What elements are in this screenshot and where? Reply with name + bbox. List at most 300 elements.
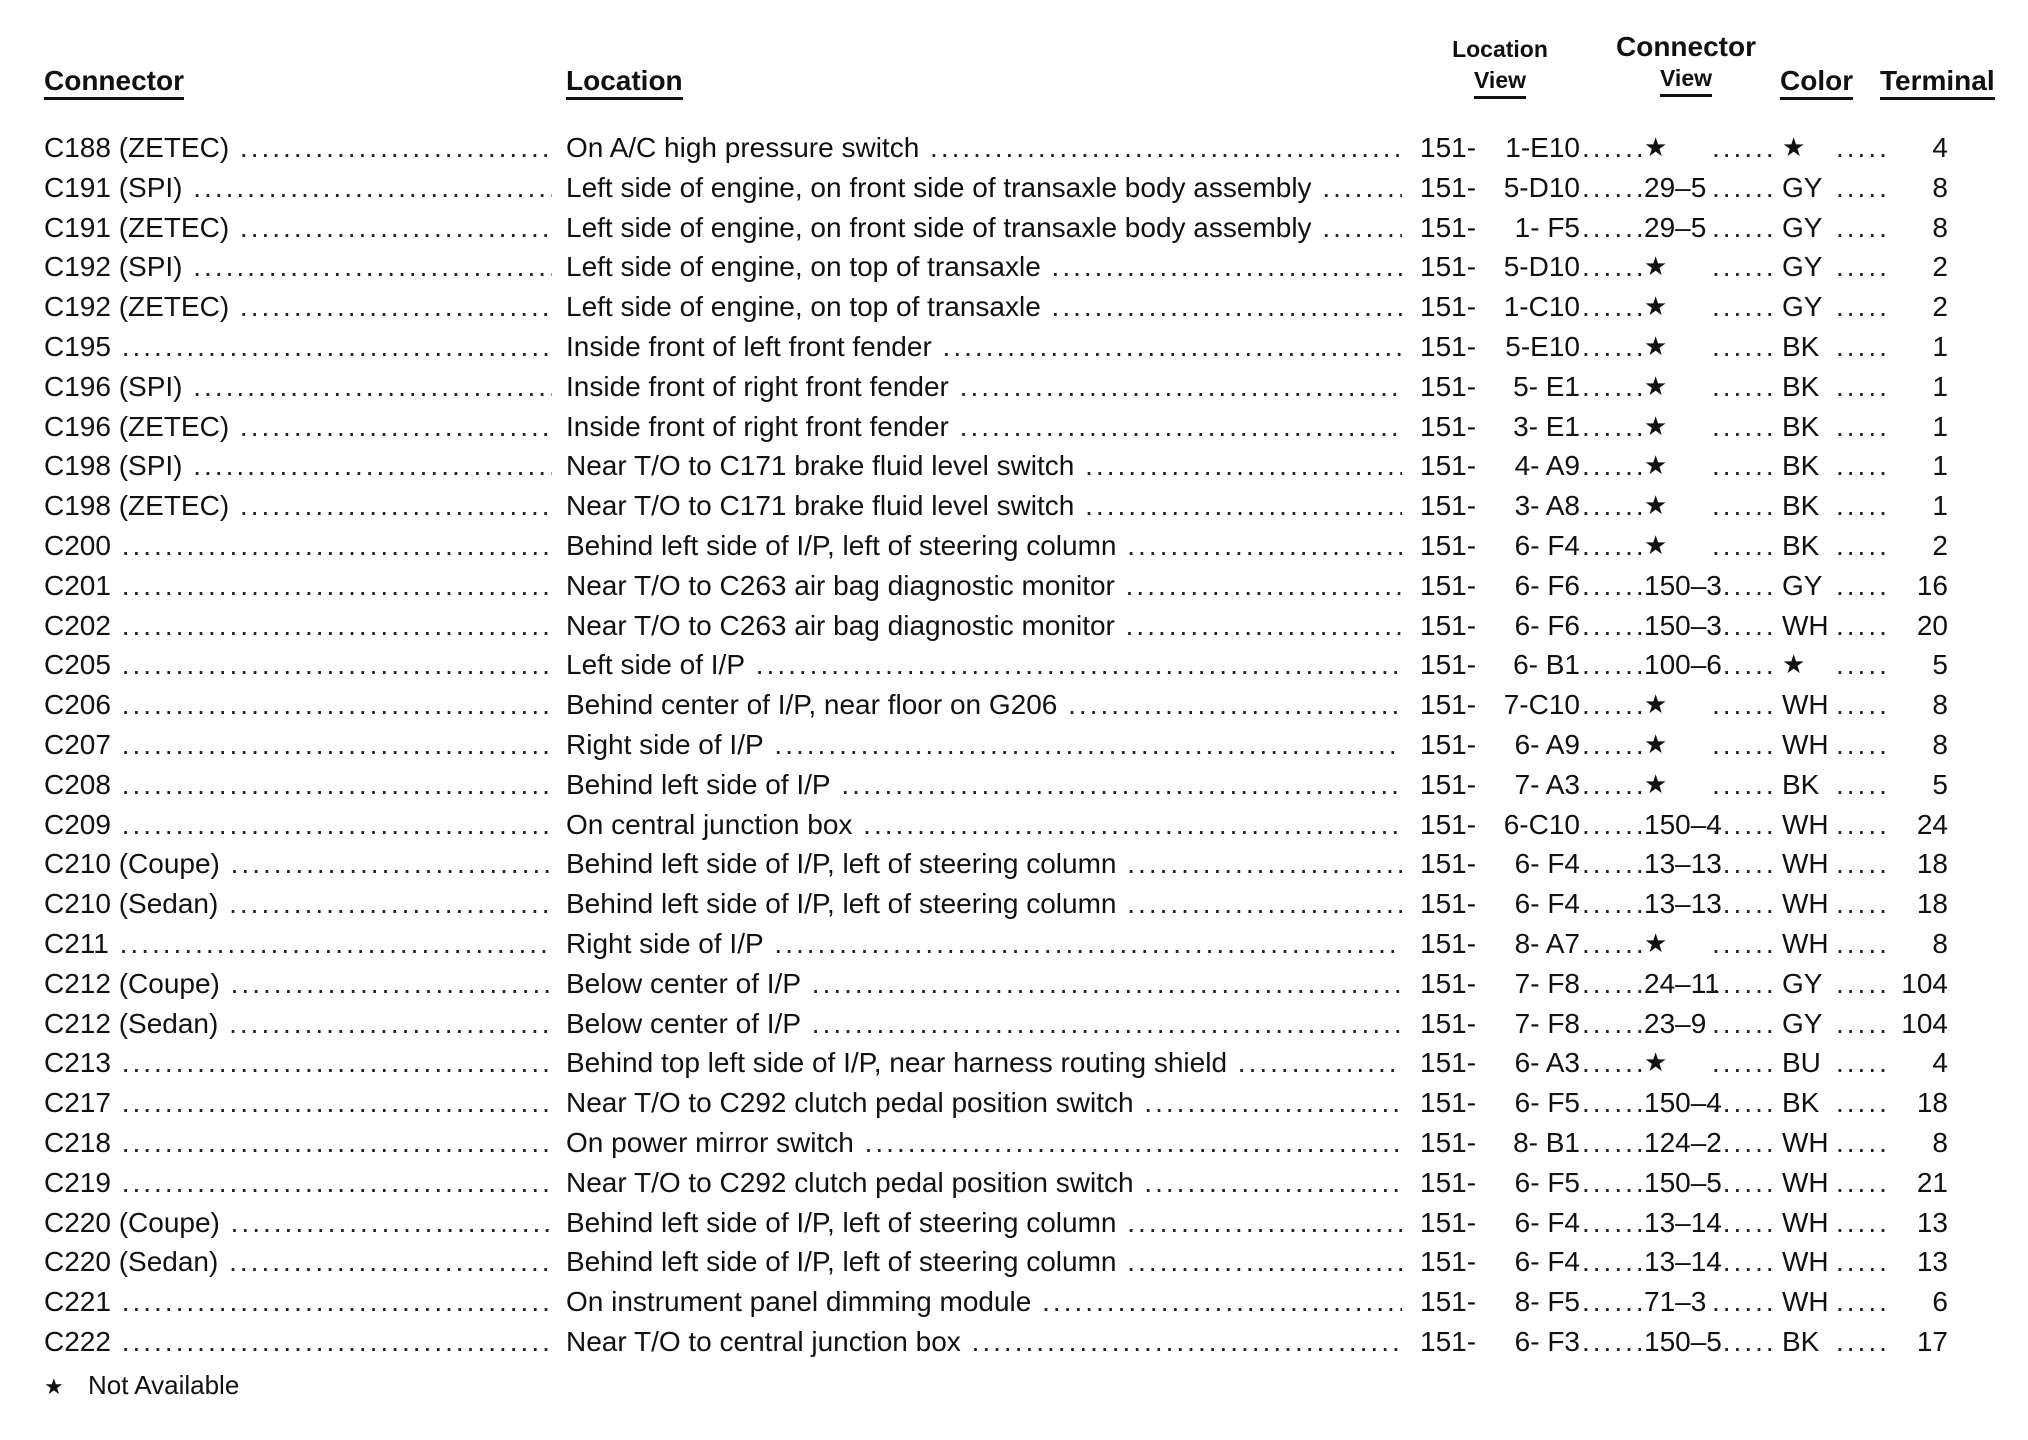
table-row — [0, 1282, 2028, 1322]
location-view-cell: 7- A3 — [1514, 768, 1580, 800]
location-view-cell: 6- F4 — [1514, 529, 1580, 561]
color-cell: GY — [1782, 211, 1823, 243]
leader-dots — [1712, 765, 1774, 805]
leader-dots — [1712, 407, 1774, 447]
location-view-cell: 7-C10 — [1503, 689, 1580, 721]
leader-dots — [1582, 1203, 1642, 1243]
connector-cell: C205 ..... — [44, 645, 552, 685]
connector-view-cell: 13–13 — [1644, 848, 1722, 880]
terminal-cell: 18 — [1916, 888, 1948, 920]
leader-dots — [1836, 1004, 1886, 1044]
leader-dots — [1582, 1282, 1642, 1322]
leader-dots — [1836, 526, 1886, 566]
table-row — [0, 805, 2028, 845]
connector-view-cell: ★ — [1644, 689, 1668, 720]
terminal-cell: 104 — [1901, 1007, 1948, 1039]
location-view-prefix: 151- — [1420, 291, 1477, 323]
leader-dots — [1582, 1163, 1642, 1203]
table-row — [0, 1083, 2028, 1123]
connector-view-cell: ★ — [1644, 728, 1668, 759]
table-row — [0, 208, 2028, 248]
terminal-cell: 1 — [1932, 330, 1948, 362]
leader-dots — [1582, 486, 1642, 526]
location-cell: Behind center of I/P, near floor on G206 ..... — [566, 685, 1402, 725]
location-view-cell: 7- F8 — [1514, 1007, 1580, 1039]
leader-dots — [1712, 128, 1774, 168]
table-row — [0, 247, 2028, 287]
connector-cell: C195 ..... — [44, 327, 552, 367]
location-view-prefix: 151- — [1420, 171, 1477, 203]
connector-cell: C211 ..... — [44, 924, 552, 964]
connector-cell: C198 (SPI) ..... — [44, 446, 552, 486]
color-cell: GY — [1782, 171, 1823, 203]
leader-dots — [1712, 1242, 1774, 1282]
leader-dots — [1582, 287, 1642, 327]
location-cell: Near T/O to central junction box ..... — [566, 1322, 1402, 1362]
location-view-cell: 1- F5 — [1514, 211, 1580, 243]
location-cell: Near T/O to C263 air bag diagnostic monitor ..... — [566, 566, 1402, 606]
color-cell: ★ — [1782, 649, 1806, 680]
location-view-prefix: 151- — [1420, 1087, 1477, 1119]
location-view-prefix: 151- — [1420, 967, 1477, 999]
location-cell: Behind top left side of I/P, near harness routing shield ..... — [566, 1043, 1402, 1083]
location-view-cell: 5- E1 — [1513, 370, 1580, 402]
leader-dots — [1582, 685, 1642, 725]
location-view-cell: 6- F4 — [1514, 848, 1580, 880]
leader-dots — [1712, 1123, 1774, 1163]
color-cell: BK — [1782, 490, 1820, 522]
color-cell: WH — [1782, 609, 1829, 641]
table-row — [0, 1242, 2028, 1282]
header-connector-view — [1612, 32, 1760, 97]
location-view-prefix: 151- — [1420, 370, 1477, 402]
terminal-cell: 5 — [1932, 649, 1948, 681]
location-view-cell: 6- F5 — [1514, 1087, 1580, 1119]
connector-cell: C200 ..... — [44, 526, 552, 566]
leader-dots — [1836, 1282, 1886, 1322]
location-view-cell: 4- A9 — [1514, 450, 1580, 482]
leader-dots — [1582, 208, 1642, 248]
location-cell: Behind left side of I/P, left of steering column ..... — [566, 526, 1402, 566]
location-view-cell: 8- F5 — [1514, 1286, 1580, 1318]
connector-view-cell: 23–9 — [1644, 1007, 1707, 1039]
connector-cell: C196 (ZETEC) ..... — [44, 407, 552, 447]
location-view-prefix: 151- — [1420, 490, 1477, 522]
connector-view-cell: 150–5 — [1644, 1325, 1722, 1357]
leader-dots — [1582, 1043, 1642, 1083]
leader-dots — [1712, 924, 1774, 964]
location-view-prefix: 151- — [1420, 1325, 1477, 1357]
location-view-prefix: 151- — [1420, 1007, 1477, 1039]
leader-dots — [1582, 367, 1642, 407]
terminal-cell: 20 — [1916, 609, 1948, 641]
connector-cell: C207 ..... — [44, 725, 552, 765]
location-view-cell: 6- B1 — [1513, 649, 1580, 681]
location-view-prefix: 151- — [1420, 728, 1477, 760]
location-cell: Below center of I/P ..... — [566, 964, 1402, 1004]
terminal-cell: 2 — [1932, 291, 1948, 323]
leader-dots — [1582, 1004, 1642, 1044]
terminal-cell: 13 — [1916, 1246, 1948, 1278]
location-view-prefix: 151- — [1420, 450, 1477, 482]
header-location-view-line1: Location — [1452, 36, 1548, 62]
leader-dots — [1712, 486, 1774, 526]
leader-dots — [1582, 964, 1642, 1004]
terminal-cell: 8 — [1932, 927, 1948, 959]
location-cell: Inside front of right front fender ..... — [566, 367, 1402, 407]
color-cell: WH — [1782, 808, 1829, 840]
connector-view-cell: 124–2 — [1644, 1126, 1722, 1158]
connector-cell: C209 ..... — [44, 805, 552, 845]
color-cell: BK — [1782, 1087, 1820, 1119]
location-view-cell: 6- F3 — [1514, 1325, 1580, 1357]
location-view-prefix: 151- — [1420, 410, 1477, 442]
leader-dots — [1836, 446, 1886, 486]
connector-cell: C213 ..... — [44, 1043, 552, 1083]
location-cell: Near T/O to C292 clutch pedal position switch ..... — [566, 1083, 1402, 1123]
connector-view-cell: 29–5 — [1644, 171, 1707, 203]
leader-dots — [1582, 844, 1642, 884]
table-row — [0, 1123, 2028, 1163]
connector-view-cell: ★ — [1644, 768, 1668, 799]
leader-dots — [1836, 645, 1886, 685]
table-row — [0, 1163, 2028, 1203]
color-cell: WH — [1782, 888, 1829, 920]
connector-cell: C191 (ZETEC) ..... — [44, 208, 552, 248]
color-cell: GY — [1782, 291, 1823, 323]
table-row — [0, 526, 2028, 566]
location-view-cell: 8- A7 — [1514, 927, 1580, 959]
terminal-cell: 8 — [1932, 171, 1948, 203]
color-cell: GY — [1782, 569, 1823, 601]
table-row — [0, 566, 2028, 606]
leader-dots — [1712, 247, 1774, 287]
leader-dots — [1836, 287, 1886, 327]
leader-dots — [1582, 805, 1642, 845]
terminal-cell: 1 — [1932, 490, 1948, 522]
leader-dots — [1582, 725, 1642, 765]
leader-dots — [1712, 805, 1774, 845]
terminal-cell: 18 — [1916, 848, 1948, 880]
table-row — [0, 685, 2028, 725]
leader-dots — [1712, 884, 1774, 924]
leader-dots — [1582, 1083, 1642, 1123]
header-connector: Connector — [44, 66, 184, 100]
table-row — [0, 924, 2028, 964]
connector-cell: C208 ..... — [44, 765, 552, 805]
leader-dots — [1582, 566, 1642, 606]
table-row — [0, 287, 2028, 327]
location-view-cell: 6- F4 — [1514, 1206, 1580, 1238]
leader-dots — [1582, 1242, 1642, 1282]
color-cell: BK — [1782, 1325, 1820, 1357]
leader-dots — [1712, 1004, 1774, 1044]
connector-cell: C210 (Coupe) ..... — [44, 844, 552, 884]
connector-view-cell: 150–4 — [1644, 1087, 1722, 1119]
terminal-cell: 6 — [1932, 1286, 1948, 1318]
terminal-cell: 2 — [1932, 529, 1948, 561]
location-cell: Right side of I/P ..... — [566, 924, 1402, 964]
leader-dots — [1712, 566, 1774, 606]
terminal-cell: 1 — [1932, 450, 1948, 482]
terminal-cell: 8 — [1932, 728, 1948, 760]
location-view-cell: 5-D10 — [1503, 251, 1580, 283]
table-row — [0, 765, 2028, 805]
connector-view-cell: ★ — [1644, 330, 1668, 361]
leader-dots — [1836, 1083, 1886, 1123]
location-cell: Left side of engine, on top of transaxle ..... — [566, 287, 1402, 327]
connector-view-cell: 13–13 — [1644, 888, 1722, 920]
location-view-prefix: 151- — [1420, 1286, 1477, 1318]
connector-cell: C191 (SPI) ..... — [44, 168, 552, 208]
leader-dots — [1712, 367, 1774, 407]
leader-dots — [1836, 208, 1886, 248]
leader-dots — [1836, 367, 1886, 407]
leader-dots — [1582, 606, 1642, 646]
terminal-cell: 1 — [1932, 370, 1948, 402]
leader-dots — [1712, 685, 1774, 725]
leader-dots — [1836, 1322, 1886, 1362]
connector-view-cell: ★ — [1644, 251, 1668, 282]
location-view-prefix: 151- — [1420, 251, 1477, 283]
leader-dots — [1836, 805, 1886, 845]
location-view-cell: 3- A8 — [1514, 490, 1580, 522]
table-row — [0, 964, 2028, 1004]
location-view-prefix: 151- — [1420, 609, 1477, 641]
leader-dots — [1836, 247, 1886, 287]
location-view-prefix: 151- — [1420, 649, 1477, 681]
table-row — [0, 884, 2028, 924]
connector-cell: C201 ..... — [44, 566, 552, 606]
connector-cell: C217 ..... — [44, 1083, 552, 1123]
connector-cell: C210 (Sedan) ..... — [44, 884, 552, 924]
header-location: Location — [566, 66, 683, 100]
table-row — [0, 725, 2028, 765]
location-cell: Near T/O to C171 brake fluid level switch ..... — [566, 486, 1402, 526]
location-view-cell: 6- F6 — [1514, 569, 1580, 601]
leader-dots — [1582, 645, 1642, 685]
location-view-cell: 5-D10 — [1503, 171, 1580, 203]
connector-view-cell: ★ — [1644, 927, 1668, 958]
table-row — [0, 606, 2028, 646]
location-cell: Left side of I/P ..... — [566, 645, 1402, 685]
star-icon: ★ — [44, 1374, 64, 1399]
connector-view-cell: 24–11 — [1644, 967, 1720, 999]
leader-dots — [1836, 844, 1886, 884]
header-location-view-line2: View — [1474, 65, 1526, 99]
leader-dots — [1712, 287, 1774, 327]
leader-dots — [1836, 924, 1886, 964]
leader-dots — [1712, 1163, 1774, 1203]
location-view-cell: 1-E10 — [1505, 132, 1580, 163]
connector-table — [0, 128, 2028, 1362]
color-cell: WH — [1782, 1166, 1829, 1198]
leader-dots — [1836, 327, 1886, 367]
color-cell: BK — [1782, 768, 1820, 800]
table-row — [0, 407, 2028, 447]
color-cell: WH — [1782, 689, 1829, 721]
table-row — [0, 128, 2028, 168]
leader-dots — [1712, 645, 1774, 685]
table-row — [0, 1004, 2028, 1044]
leader-dots — [1712, 606, 1774, 646]
location-cell: Behind left side of I/P, left of steering column ..... — [566, 1242, 1402, 1282]
location-view-cell: 3- E1 — [1513, 410, 1580, 442]
table-row — [0, 327, 2028, 367]
leader-dots — [1582, 247, 1642, 287]
leader-dots — [1836, 1163, 1886, 1203]
leader-dots — [1582, 1123, 1642, 1163]
location-view-cell: 7- F8 — [1514, 967, 1580, 999]
color-cell: GY — [1782, 251, 1823, 283]
leader-dots — [1712, 1203, 1774, 1243]
location-cell: Left side of engine, on front side of transaxle body assembly ..... — [566, 168, 1402, 208]
location-view-prefix: 151- — [1420, 132, 1477, 163]
leader-dots — [1836, 884, 1886, 924]
connector-cell: C221 ..... — [44, 1282, 552, 1322]
location-view-prefix: 151- — [1420, 1047, 1477, 1079]
leader-dots — [1712, 327, 1774, 367]
location-cell: Below center of I/P ..... — [566, 1004, 1402, 1044]
leader-dots — [1712, 1083, 1774, 1123]
connector-view-cell: ★ — [1644, 132, 1668, 162]
terminal-cell: 21 — [1916, 1166, 1948, 1198]
leader-dots — [1836, 765, 1886, 805]
connector-view-cell: 13–14 — [1644, 1246, 1722, 1278]
terminal-cell: 16 — [1916, 569, 1948, 601]
location-view-prefix: 151- — [1420, 689, 1477, 721]
location-cell: Behind left side of I/P, left of steering column ..... — [566, 844, 1402, 884]
connector-view-cell: 150–3 — [1644, 609, 1722, 641]
color-cell: GY — [1782, 967, 1823, 999]
color-cell: BU — [1782, 1047, 1821, 1079]
connector-cell: C219 ..... — [44, 1163, 552, 1203]
connector-view-cell: 150–5 — [1644, 1166, 1722, 1198]
location-view-prefix: 151- — [1420, 330, 1477, 362]
location-cell: Right side of I/P ..... — [566, 725, 1402, 765]
leader-dots — [1836, 128, 1886, 168]
connector-cell: C198 (ZETEC) ..... — [44, 486, 552, 526]
terminal-cell: 4 — [1932, 1047, 1948, 1079]
table-row — [0, 446, 2028, 486]
header-connector-view-line2: View — [1660, 63, 1712, 97]
leader-dots — [1836, 685, 1886, 725]
color-cell: WH — [1782, 927, 1829, 959]
terminal-cell: 2 — [1932, 251, 1948, 283]
leader-dots — [1582, 128, 1642, 168]
connector-cell: C212 (Sedan) ..... — [44, 1004, 552, 1044]
table-row — [0, 645, 2028, 685]
connector-view-cell: ★ — [1644, 370, 1668, 401]
leader-dots — [1582, 327, 1642, 367]
location-cell: Left side of engine, on top of transaxle ..... — [566, 247, 1402, 287]
leader-dots — [1712, 1282, 1774, 1322]
leader-dots — [1836, 964, 1886, 1004]
location-view-prefix: 151- — [1420, 888, 1477, 920]
leader-dots — [1712, 844, 1774, 884]
connector-view-cell: ★ — [1644, 410, 1668, 441]
leader-dots — [1836, 1043, 1886, 1083]
location-cell: Inside front of right front fender ..... — [566, 407, 1402, 447]
terminal-cell: 8 — [1932, 1126, 1948, 1158]
table-row — [0, 844, 2028, 884]
location-view-cell: 6- A3 — [1514, 1047, 1580, 1079]
header-color: Color — [1780, 66, 1853, 100]
leader-dots — [1582, 407, 1642, 447]
connector-view-cell: ★ — [1644, 450, 1668, 481]
connector-cell: C192 (ZETEC) ..... — [44, 287, 552, 327]
leader-dots — [1582, 884, 1642, 924]
connector-view-cell: ★ — [1644, 291, 1668, 322]
table-row — [0, 1203, 2028, 1243]
location-cell: Near T/O to C263 air bag diagnostic monitor ..... — [566, 606, 1402, 646]
leader-dots — [1582, 924, 1642, 964]
connector-view-cell: 150–4 — [1644, 808, 1722, 840]
terminal-cell: 5 — [1932, 768, 1948, 800]
location-view-prefix: 151- — [1420, 1246, 1477, 1278]
color-cell: WH — [1782, 1126, 1829, 1158]
location-view-prefix: 151- — [1420, 1166, 1477, 1198]
terminal-cell: 18 — [1916, 1087, 1948, 1119]
color-cell: BK — [1782, 450, 1820, 482]
leader-dots — [1712, 446, 1774, 486]
location-cell: Behind left side of I/P, left of steering column ..... — [566, 884, 1402, 924]
leader-dots — [1836, 168, 1886, 208]
color-cell: BK — [1782, 330, 1820, 362]
connector-view-cell: ★ — [1644, 1047, 1668, 1078]
leader-dots — [1582, 446, 1642, 486]
location-view-prefix: 151- — [1420, 569, 1477, 601]
location-view-prefix: 151- — [1420, 848, 1477, 880]
location-view-prefix: 151- — [1420, 211, 1477, 243]
location-view-cell: 6-C10 — [1503, 808, 1580, 840]
terminal-cell: 104 — [1901, 967, 1948, 999]
connector-cell: C206 ..... — [44, 685, 552, 725]
connector-cell: C196 (SPI) ..... — [44, 367, 552, 407]
leader-dots — [1712, 964, 1774, 1004]
color-cell: GY — [1782, 1007, 1823, 1039]
color-cell: BK — [1782, 529, 1820, 561]
connector-cell: C218 ..... — [44, 1123, 552, 1163]
connector-cell: C188 (ZETEC) ..... — [44, 128, 552, 168]
leader-dots — [1836, 606, 1886, 646]
location-view-prefix: 151- — [1420, 529, 1477, 561]
location-cell: Near T/O to C171 brake fluid level switch ..... — [566, 446, 1402, 486]
connector-view-cell: ★ — [1644, 529, 1668, 560]
location-cell: Inside front of left front fender ..... — [566, 327, 1402, 367]
location-view-prefix: 151- — [1420, 768, 1477, 800]
leader-dots — [1836, 566, 1886, 606]
location-cell: Behind left side of I/P, left of steering column ..... — [566, 1203, 1402, 1243]
connector-view-cell: 150–3 — [1644, 569, 1722, 601]
leader-dots — [1836, 486, 1886, 526]
location-cell: On central junction box ..... — [566, 805, 1402, 845]
leader-dots — [1836, 1123, 1886, 1163]
location-view-cell: 6- F6 — [1514, 609, 1580, 641]
color-cell: WH — [1782, 1246, 1829, 1278]
color-cell: WH — [1782, 848, 1829, 880]
connector-cell: C220 (Coupe) ..... — [44, 1203, 552, 1243]
table-row — [0, 1322, 2028, 1362]
leader-dots — [1712, 725, 1774, 765]
location-view-prefix: 151- — [1420, 808, 1477, 840]
color-cell: ★ — [1782, 132, 1806, 162]
leader-dots — [1836, 1203, 1886, 1243]
color-cell: WH — [1782, 1206, 1829, 1238]
location-view-cell: 6- F5 — [1514, 1166, 1580, 1198]
location-cell: Behind left side of I/P ..... — [566, 765, 1402, 805]
leader-dots — [1582, 526, 1642, 566]
